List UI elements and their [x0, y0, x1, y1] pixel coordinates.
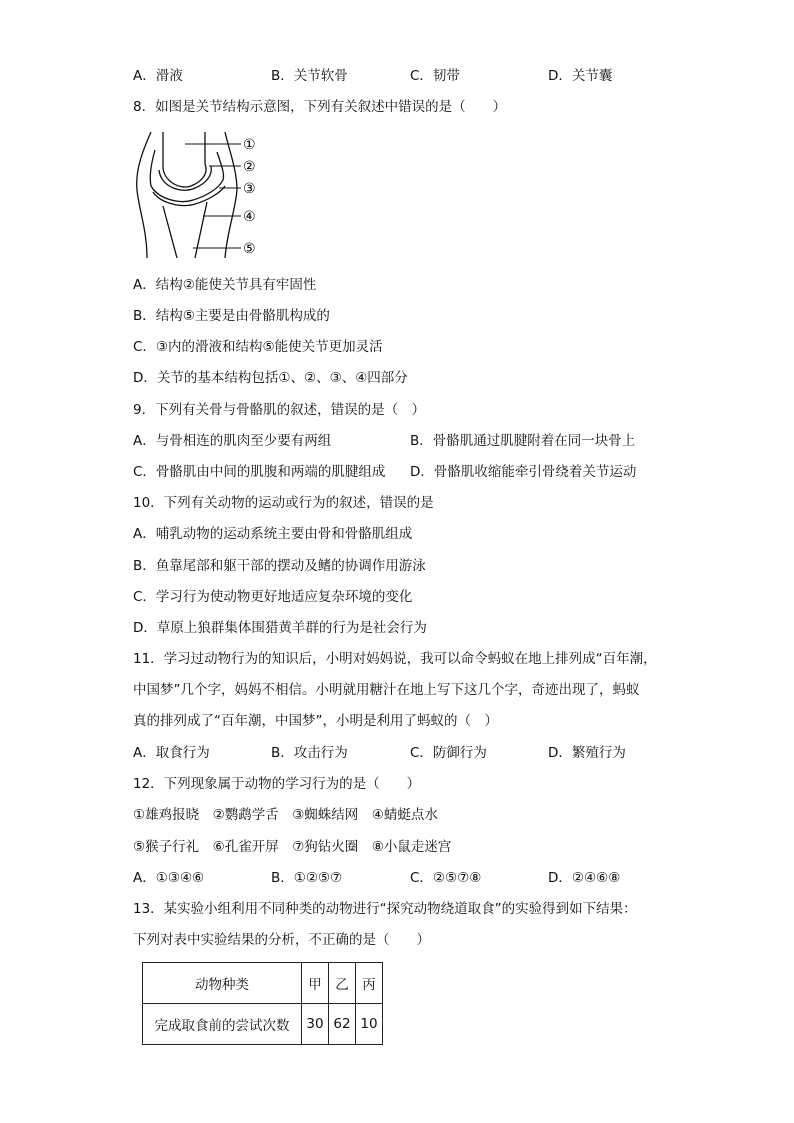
q11-option-b: B．攻击行为 [271, 745, 348, 761]
table-header-row [143, 963, 383, 1004]
q8-option-c: C．③内的滑液和结构⑤能使关节更加灵活 [133, 339, 383, 355]
q9-option-b: B．骨骼肌通过肌腱附着在同一块骨上 [410, 433, 636, 449]
table-header-yi: 乙 [329, 963, 356, 1004]
q13-stem-line-2: 下列对表中实验结果的分析，不正确的是（ ） [133, 932, 430, 948]
q12-stem: 12．下列现象属于动物的学习行为的是（ ） [133, 776, 421, 792]
q12-option-a: A．①③④⑥ [133, 870, 205, 886]
q10-option-c: C．学习行为使动物更好地适应复杂环境的变化 [133, 589, 413, 605]
joint-structure-figure [133, 130, 273, 260]
q11-stem-line-2: 中国梦”几个字，妈妈不相信。小明就用糖汁在地上写下这几个字，奇迹出现了，蚂蚁 [133, 682, 640, 698]
table-header-jia: 甲 [302, 963, 329, 1004]
q10-option-b: B．鱼靠尾部和躯干部的摆动及鳍的协调作用游泳 [133, 558, 426, 574]
figure-label-1: ① [243, 137, 256, 153]
q12-option-d: D．②④⑥⑧ [548, 870, 621, 886]
table-cell-bing: 10 [356, 1004, 383, 1045]
q8-stem: 8．如图是关节结构示意图，下列有关叙述中错误的是（ ） [133, 99, 507, 115]
q11-option-d: D．繁殖行为 [548, 745, 626, 761]
q7-option-b: B．关节软骨 [271, 68, 348, 84]
q9-stem: 9．下列有关骨与骨骼肌的叙述，错误的是（ ） [133, 402, 426, 418]
q7-option-d: D．关节囊 [548, 68, 613, 84]
figure-label-5: ⑤ [243, 241, 256, 257]
q11-stem-line-1: 11．学习过动物行为的知识后，小明对妈妈说，我可以命令蚂蚁在地上排列成“百年潮， [133, 651, 657, 667]
q12-option-b: B．①②⑤⑦ [271, 870, 343, 886]
q10-option-a: A．哺乳动物的运动系统主要由骨和骨骼肌组成 [133, 526, 413, 542]
q12-items-line-1: ①雄鸡报晓 ②鹦鹉学舌 ③蜘蛛结网 ④蜻蜓点水 [133, 807, 438, 823]
q8-option-b: B．结构⑤主要是由骨骼肌构成的 [133, 308, 330, 324]
figure-label-4: ④ [243, 209, 256, 225]
table-cell-jia: 30 [302, 1004, 329, 1045]
table-header-species: 动物种类 [143, 963, 302, 1004]
q8-option-a: A．结构②能使关节具有牢固性 [133, 277, 317, 293]
figure-label-3: ③ [243, 181, 256, 197]
q9-option-c: C．骨骼肌由中间的肌腹和两端的肌腱组成 [133, 464, 386, 480]
q13-stem-line-1: 13．某实验小组利用不同种类的动物进行“探究动物绕道取食”的实验得到如下结果： [133, 901, 637, 917]
experiment-results-table [142, 962, 383, 1045]
q7-option-a: A．滑液 [133, 68, 183, 84]
q10-stem: 10．下列有关动物的运动或行为的叙述，错误的是 [133, 495, 434, 511]
q12-option-c: C．②⑤⑦⑧ [410, 870, 482, 886]
q8-option-d: D．关节的基本结构包括①、②、③、④四部分 [133, 370, 408, 386]
q11-stem-line-3: 真的排列成了“百年潮，中国梦”，小明是利用了蚂蚁的（ ） [133, 713, 498, 729]
q11-option-c: C．防御行为 [410, 745, 487, 761]
q10-option-d: D．草原上狼群集体围猎黄羊群的行为是社会行为 [133, 620, 427, 636]
table-row-label: 完成取食前的尝试次数 [143, 1004, 302, 1045]
q9-option-d: D．骨骼肌收缩能牵引骨绕着关节运动 [410, 464, 637, 480]
table-row [143, 1004, 383, 1045]
table-header-bing: 丙 [356, 963, 383, 1004]
table-cell-yi: 62 [329, 1004, 356, 1045]
q12-items-line-2: ⑤猴子行礼 ⑥孔雀开屏 ⑦狗钻火圈 ⑧小鼠走迷宫 [133, 839, 452, 855]
q7-option-c: C．韧带 [410, 68, 460, 84]
q9-option-a: A．与骨相连的肌肉至少要有两组 [133, 433, 332, 449]
q11-option-a: A．取食行为 [133, 745, 210, 761]
figure-label-2: ② [243, 159, 256, 175]
